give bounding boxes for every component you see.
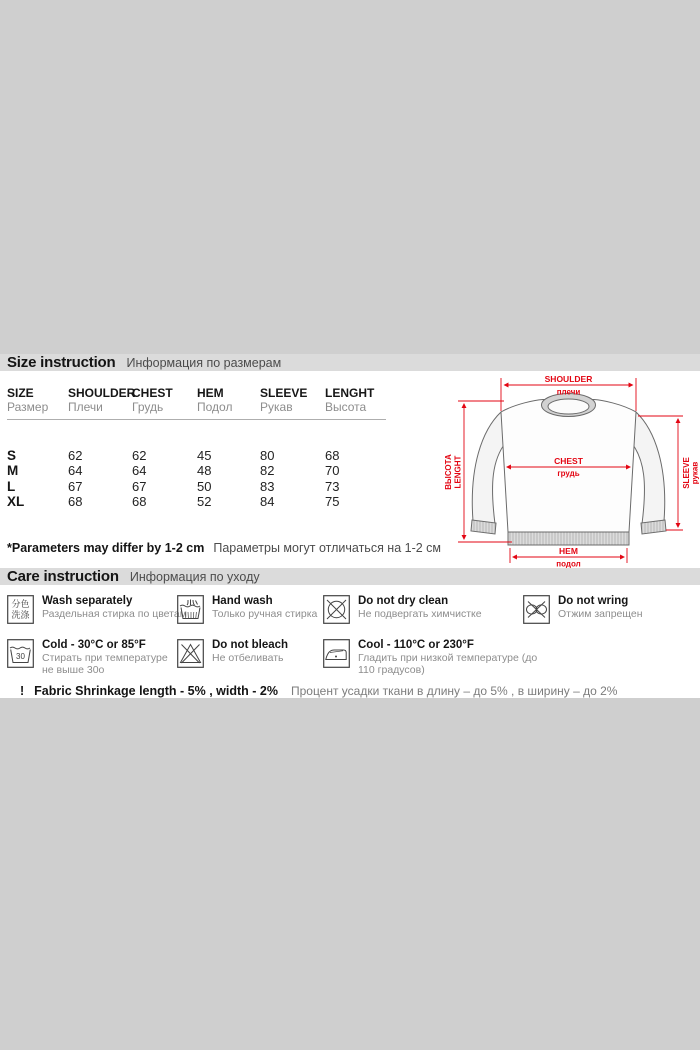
care-section-title: Care instruction — [7, 568, 119, 585]
care-item-do-not-bleach — [177, 639, 288, 668]
care-item-hand-wash — [177, 595, 317, 624]
size-label: S — [7, 448, 17, 463]
care-item-iron-cool — [323, 639, 546, 676]
wash-cold-30-icon — [7, 639, 34, 668]
iron-cool-icon — [323, 639, 350, 668]
wash-separately-icon — [7, 595, 34, 624]
cell: 62 — [132, 448, 147, 463]
care-title: Do not bleach — [212, 639, 289, 651]
care-item-wash-cold-30 — [7, 639, 174, 676]
care-subtitle: Только ручная стирка — [212, 608, 318, 620]
cell: 64 — [68, 463, 83, 478]
care-subtitle: Гладить при низкой температуре (до 110 градусов) — [358, 652, 538, 676]
size-table-header-ru — [7, 400, 385, 414]
cell: 68 — [325, 448, 340, 463]
do-not-bleach-icon — [177, 639, 204, 668]
col-shoulder: SHOULDER — [68, 386, 136, 400]
dim-chest-en: CHEST — [554, 456, 583, 466]
care-item-wash-separately — [7, 595, 187, 624]
care-title: Do not dry clean — [358, 595, 449, 607]
dim-hem-ru: подол — [556, 559, 581, 569]
care-title: Cold - 30°C or 85°F — [42, 639, 146, 651]
col-hem-ru: Подол — [197, 400, 233, 414]
table-row-s — [7, 448, 385, 463]
cell: 73 — [325, 479, 340, 494]
cell: 84 — [260, 494, 275, 509]
shrinkage-note-en: Fabric Shrinkage length - 5% , width - 2% — [34, 684, 278, 698]
cell: 67 — [68, 479, 83, 494]
size-label: L — [7, 479, 16, 494]
parameters-note-en: *Parameters may differ by 1-2 cm — [7, 541, 205, 555]
do-not-wring-icon — [523, 595, 550, 624]
cell: 45 — [197, 448, 212, 463]
col-shoulder-ru: Плечи — [68, 400, 103, 414]
size-label: XL — [7, 494, 25, 509]
care-subtitle: Раздельная стирка по цветам — [42, 608, 187, 620]
table-row-m — [7, 463, 385, 478]
care-subtitle: Не отбеливать — [212, 652, 284, 664]
svg-text:洗涤: 洗涤 — [11, 610, 30, 620]
care-item-do-not-wring — [523, 595, 643, 624]
care-section-header — [0, 568, 700, 585]
size-table-header-en — [7, 386, 385, 400]
cell: 70 — [325, 463, 340, 478]
cell: 68 — [68, 494, 83, 509]
parameters-note — [7, 541, 441, 555]
cell: 52 — [197, 494, 212, 509]
cell: 80 — [260, 448, 275, 463]
parameters-note-ru: Параметры могут отличаться на 1-2 см — [213, 541, 442, 555]
cell: 82 — [260, 463, 275, 478]
dim-height-en: LENGHT — [453, 455, 463, 489]
exclamation-mark: ! — [20, 684, 25, 698]
cell: 50 — [197, 479, 212, 494]
svg-text:分色: 分色 — [11, 599, 30, 609]
care-item-do-not-dry-clean — [323, 595, 482, 624]
shrinkage-note — [7, 684, 617, 698]
col-hem: HEM — [197, 386, 224, 400]
dim-hem-en: HEM — [559, 546, 578, 556]
col-chest-ru: Грудь — [132, 400, 164, 414]
svg-text:30: 30 — [16, 652, 25, 661]
size-label: M — [7, 463, 19, 478]
care-title: Hand wash — [212, 595, 273, 607]
col-sleeve-ru: Рукав — [260, 400, 293, 414]
cell: 62 — [68, 448, 83, 463]
col-lenght-ru: Высота — [325, 400, 367, 414]
care-subtitle: Стирать при температуре не выше 30o — [42, 652, 168, 676]
care-section-subtitle: Информация по уходу — [129, 569, 260, 584]
do-not-dry-clean-icon — [323, 595, 350, 624]
info-sheet — [0, 354, 700, 698]
cell: 68 — [132, 494, 147, 509]
cell: 67 — [132, 479, 147, 494]
dim-height-ru: ВЫСОТА — [444, 454, 453, 490]
table-divider — [7, 419, 386, 420]
hand-wash-icon — [177, 595, 204, 624]
size-section-subtitle: Информация по размерам — [126, 355, 282, 370]
table-row-l — [7, 479, 385, 494]
col-size-ru: Размер — [7, 400, 49, 414]
cell: 48 — [197, 463, 212, 478]
cell: 64 — [132, 463, 147, 478]
dim-chest-ru: грудь — [557, 469, 580, 478]
care-title: Do not wring — [558, 595, 629, 607]
care-title: Cool - 110°C or 230°F — [358, 639, 474, 651]
size-section-header — [0, 354, 700, 371]
dim-shoulder-en: SHOULDER — [544, 374, 593, 384]
col-lenght: LENGHT — [325, 386, 375, 400]
care-subtitle: Не подвергать химчистке — [358, 608, 482, 620]
shrinkage-note-ru: Процент усадки ткани в длину – до 5% , в ширину – до 2% — [290, 684, 618, 698]
col-chest: CHEST — [132, 386, 173, 400]
table-row-xl — [7, 494, 385, 509]
size-section-title: Size instruction — [7, 354, 116, 371]
cell: 75 — [325, 494, 340, 509]
cell: 83 — [260, 479, 275, 494]
care-title: Wash separately — [42, 595, 133, 607]
col-size: SIZE — [7, 386, 34, 400]
dim-sleeve-en: SLEEVE — [682, 457, 691, 489]
care-subtitle: Отжим запрещен — [558, 608, 643, 620]
col-sleeve: SLEEVE — [260, 386, 308, 400]
sweater-measurement-diagram — [440, 372, 700, 570]
dim-shoulder-ru: плечи — [556, 387, 581, 397]
dim-sleeve-ru: рукав — [690, 461, 700, 485]
